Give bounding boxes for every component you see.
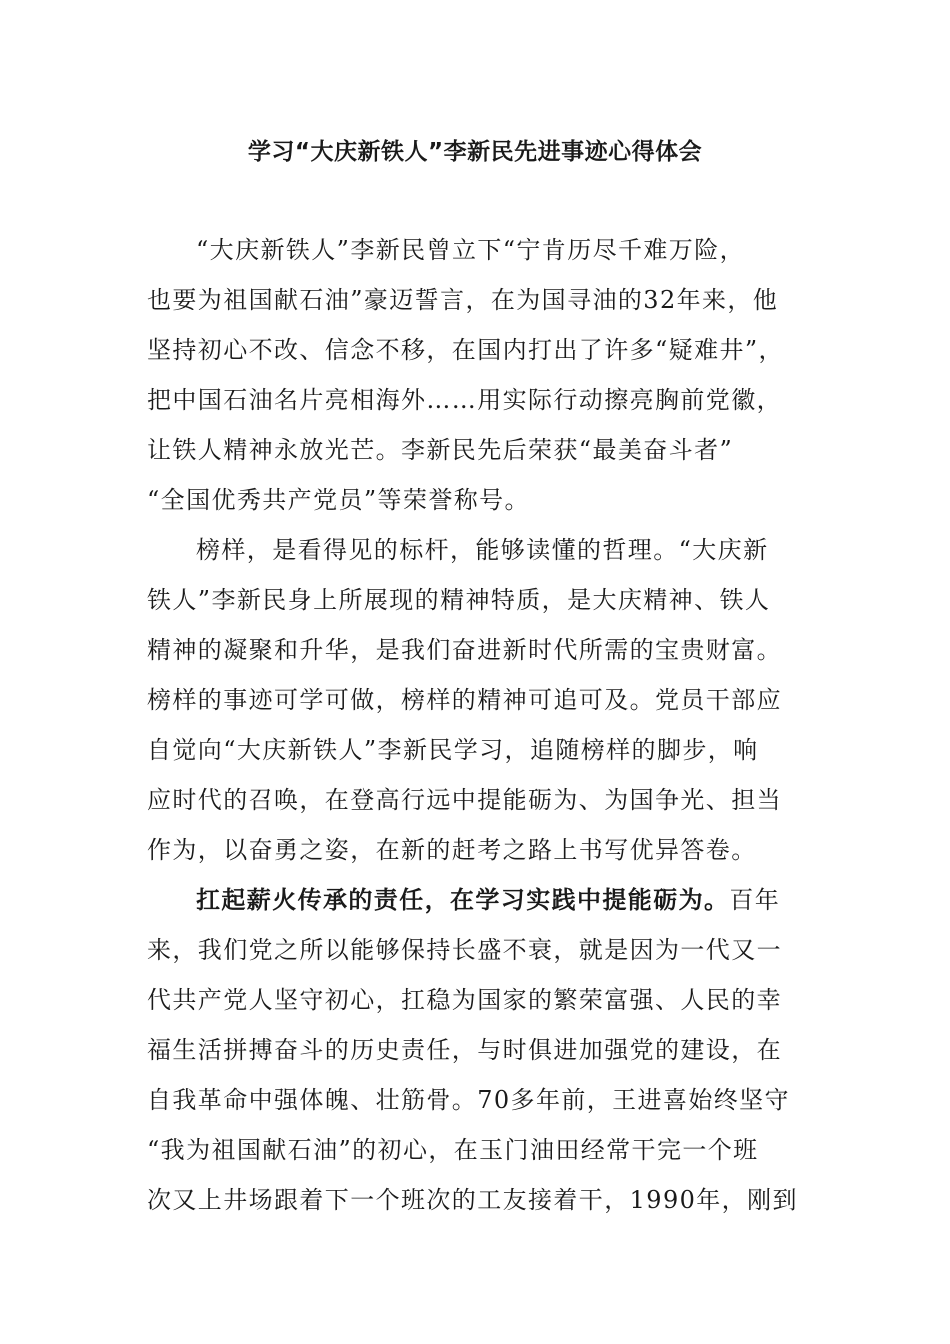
paragraph-line: 榜样，是看得见的标杆，能够读懂的哲理。“大庆新 (196, 536, 769, 564)
paragraph-line: 自觉向“大庆新铁人”李新民学习，追随榜样的脚步，响 (147, 736, 759, 764)
paragraph-line: 福生活拼搏奋斗的历史责任，与时俱进加强党的建设，在 (147, 1036, 782, 1064)
paragraph-line: 铁人”李新民身上所展现的精神特质，是大庆精神、铁人 (147, 586, 771, 614)
paragraph-line: 来，我们党之所以能够保持长盛不衰，就是因为一代又一 (147, 936, 782, 964)
paragraph-line: “我为祖国献石油”的初心，在玉门油田经常干完一个班 (147, 1136, 759, 1164)
paragraph-line: 让铁人精神永放光芒。李新民先后荣获“最美奋斗者” (147, 436, 734, 464)
paragraph-line: “大庆新铁人”李新民曾立下“宁肯历尽千难万险， (196, 236, 746, 264)
paragraph-line: 精神的凝聚和升华，是我们奋进新时代所需的宝贵财富。 (147, 636, 782, 664)
document-title: 学习“大庆新铁人”李新民先进事迹心得体会 (247, 139, 703, 165)
paragraph-text: 百年 (729, 886, 781, 914)
paragraph-line: 自我革命中强体魄、壮筋骨。70多年前，王进喜始终坚守 (147, 1086, 790, 1114)
paragraph-line: 作为，以奋勇之姿，在新的赶考之路上书写优异答卷。 (147, 836, 757, 864)
paragraph-line: 也要为祖国献石油”豪迈誓言，在为国寻油的32年来，他 (147, 286, 779, 314)
paragraph-line: 榜样的事迹可学可做，榜样的精神可追可及。党员干部应 (147, 686, 782, 714)
paragraph-line: 代共产党人坚守初心，扛稳为国家的繁荣富强、人民的幸 (147, 986, 782, 1014)
paragraph-line: 坚持初心不改、信念不移，在国内打出了许多“疑难井”， (147, 336, 784, 364)
paragraph-line: 把中国石油名片亮相海外……用实际行动擦亮胸前党徽， (147, 386, 782, 414)
paragraph-line: 次又上井场跟着下一个班次的工友接着干，1990年，刚到 (147, 1186, 798, 1214)
paragraph-line (196, 882, 856, 918)
paragraph-line: 应时代的召唤，在登高行远中提能砺为、为国争光、担当 (147, 786, 782, 814)
paragraph-line: “全国优秀共产党员”等荣誉称号。 (147, 486, 530, 514)
section-heading: 扛起薪火传承的责任，在学习实践中提能砺为。 (196, 886, 730, 914)
